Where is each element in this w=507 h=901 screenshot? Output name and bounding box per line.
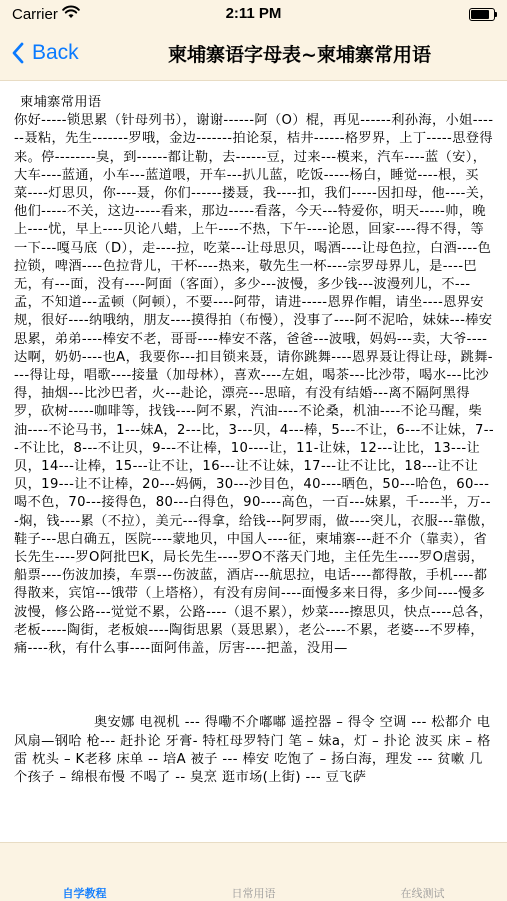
phrase-paragraph-1: 你好-----锁思累（针母列书），谢谢------阿（O）棍，再见------利孙海，小姐------聂粘，先生-------罗哦，金边-------拍论泵，桔井------格罗界，上丁-----思登得来。停--------臭，到------都让勒，去------豆，过来---模来，汽车----蓝（安），大车----蓝通，小车---蓝道喂，开车---扒儿蓝，吃饭-----杨白，睡觉----根，买菜----灯思贝，你----聂，你们------搂聂，我----扣，我们-----因扣母，他----关，他们-----不关，这边-----看来，那边-----看落，今天---特爱你，明天-----帅，晚上----忧，早上----贝论八蜡，上午----不热，下午----论恩，回家----得不得，等一下---嘎马底（D），走----拉，吃菜---让母思贝，喝酒----让母色拉，白酒----色拉锁，啤酒----色拉背儿，干杯----热来，敬先生一杯----宗罗母界儿，是----巴无，有---面，没有----阿面（客面），多少---波慢，多少钱---波漫列儿，不---孟，不知道---孟顿（阿顿），不要----阿带，请进-----恩界作帽，请坐----恩界安规，很好----纳哦纳，朋友----摸得拍（布慢），没事了----阿不泥哈，妹妹---棒安思累，弟弟----棒安不老，哥哥----棒安不落，爸爸---波哦，妈妈---卖，大爷----达啊，奶奶----也A，我要你---扣目锁来聂，请你跳舞----恩界聂让得让母，跳舞----得让母，唱歌----接量（加母林），喜欢----左姐，喝茶---比沙带，喝水---比沙得，抽烟---比沙巴者，火---赴论，漂亮---思暗，有没有结婚---离不隔阿黑得罗，砍树-----咖啡等，找钱----阿不累，汽油----不论桑，机油----不论马醒，柴油----不论马书，1---妹A，2---比，3---贝，4---棒，5---不让，6---不让妹，7---不让比，8---不让贝，9---不让棒，10----让，11-让妹，12---让比，13---让贝，14---让棒，15---让不让，16---让不让妹，17---让不让比，18---让不让贝，19---让不让棒，20---妈俩，30---沙目色，40----晒色，50---哈色，60---喝不色，70---接得色，80---白得色，90----高色，一百---妹累，千----半，万---焖，钱----累（不拉），美元---得拿，给钱---阿罗雨，做----突儿，衣服---靠傲，鞋子---思白确五，医院----蒙地贝，中国人----征，柬埔寨---赶不介（靠卖），省长先生----罗O阿批巴K，局长先生----罗O不落天门地，主任先生----罗O虐弱，船票----伤波加揍，车票---伤波蓝，酒店---航思拉，电话----都得散，手机----都得散来，宾馆---饿带（上塔格），有没有房间----面慢多来日得，多少间----慢多波慢，修公路---觉觉不累，公路----（退不累），炒菜----擦思贝，快点----总各，老板-----陶街，老板娘----陶街思累（聂思累），老公----不累，老婆---不罗棒，痛----秋，有什么事----面阿伟盖，厉害----把盖，没用— bbox=[14, 113, 495, 657]
tab-tutorial[interactable] bbox=[0, 843, 169, 901]
tab-bar bbox=[0, 842, 507, 901]
phrase-paragraph-2: 奥安娜 电视机 --- 得嘞不介嘟嘟 遥控器 – 得令 空调 --- 松都介 电风扇—钢哈 枪--- 赶扑论 牙膏- 特杠母罗特门 笔 – 妹a，灯 – 扑论 波买 床 – 格雷 枕头 – K老移 床单 -- 培A 被子 --- 棒安 吃饱了 – 扬白海，理发 --- 贫嗽 几个孩子 – 绵根布慢 不喝了 -- 臭烹 逛市场(上街) --- 豆飞萨 bbox=[14, 715, 491, 785]
tab-daily-phrases-label: 日常用语 bbox=[231, 887, 276, 900]
page-title: 柬埔寨语字母表~柬埔寨常用语 bbox=[168, 44, 431, 66]
status-bar bbox=[0, 0, 507, 28]
chevron-left-icon bbox=[12, 42, 24, 64]
status-time: 2:11 PM bbox=[225, 5, 282, 22]
navigation-bar bbox=[0, 28, 507, 81]
phrase-text-view[interactable] bbox=[14, 94, 495, 842]
back-label: Back bbox=[32, 41, 79, 64]
tab-online-test-label: 在线测试 bbox=[400, 887, 445, 900]
tab-daily-phrases[interactable] bbox=[169, 843, 338, 901]
carrier-label: Carrier bbox=[12, 6, 58, 23]
tab-tutorial-label: 自学教程 bbox=[62, 887, 107, 900]
content-heading: 柬埔寨常用语 bbox=[20, 95, 102, 110]
back-button[interactable] bbox=[12, 38, 79, 68]
battery-icon bbox=[469, 8, 495, 21]
tab-online-test[interactable] bbox=[338, 843, 507, 901]
